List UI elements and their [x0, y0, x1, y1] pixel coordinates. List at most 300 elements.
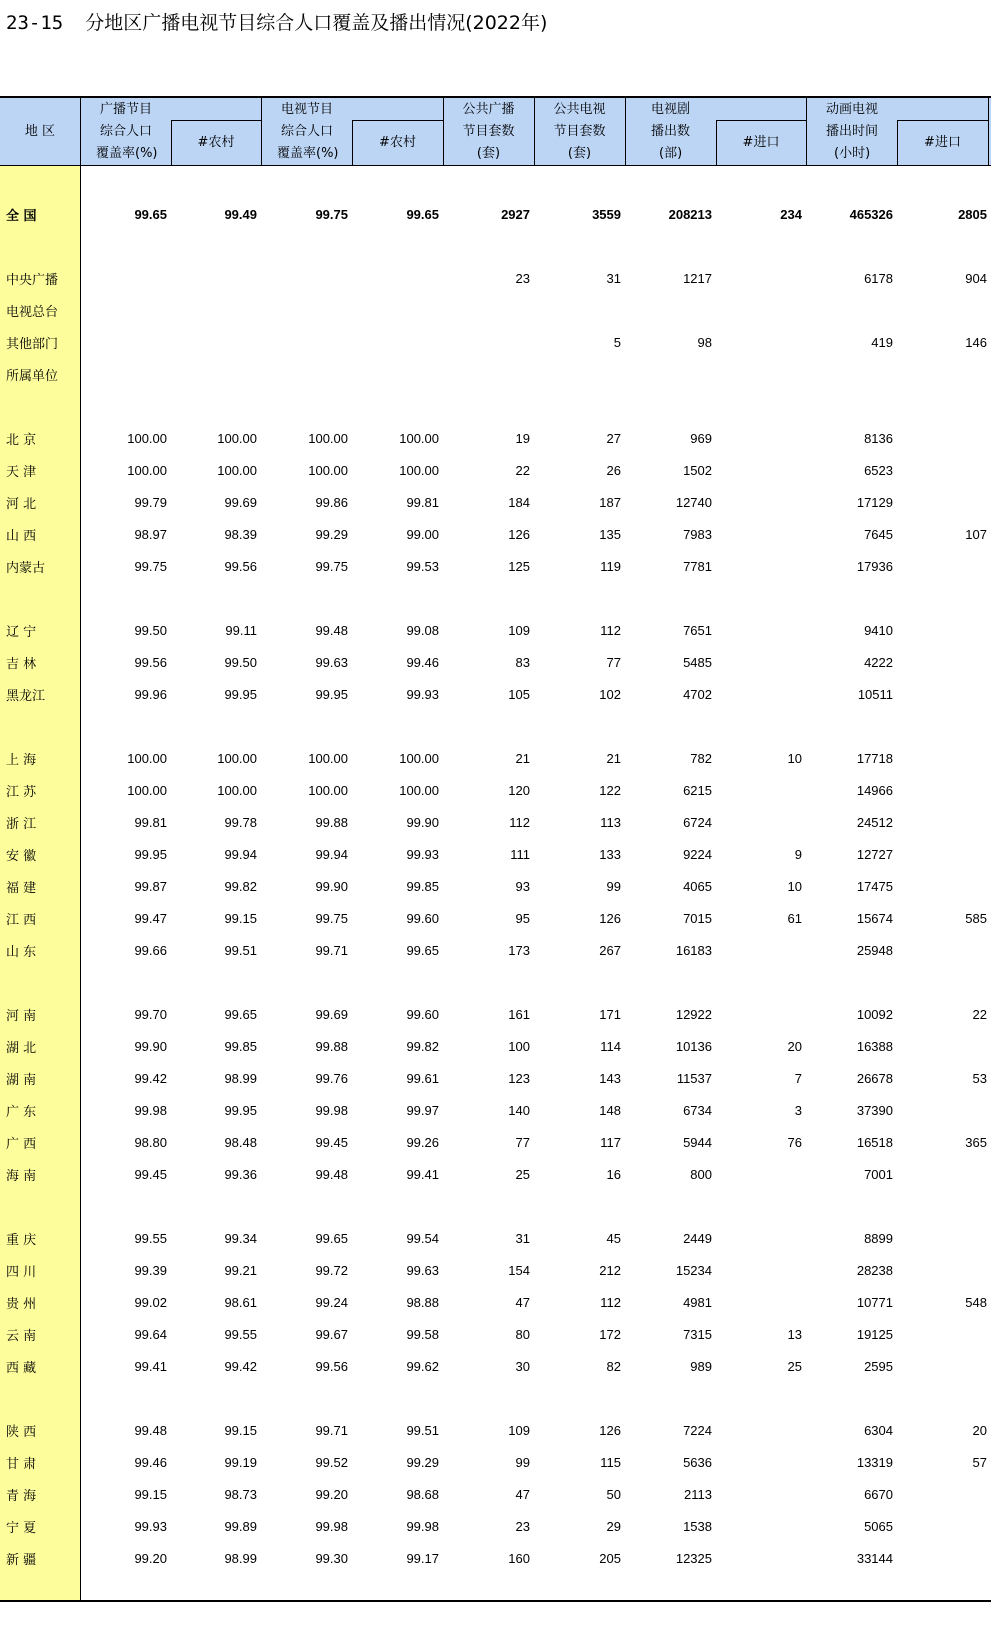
value-cell: 93 [515, 878, 530, 894]
value-cell: 98.97 [134, 526, 167, 542]
value-cell [716, 678, 806, 710]
value-cell: 184 [508, 494, 530, 510]
value-cell: 99.66 [134, 942, 167, 958]
value-cell: 99.95 [315, 686, 348, 702]
region-cell: 黑龙江 [6, 688, 46, 704]
header-public-radio-line3: (套) [476, 146, 501, 161]
value-cell: 99.52 [315, 1454, 348, 1470]
value-cell: 100.00 [127, 462, 167, 478]
value-cell: 99.56 [134, 654, 167, 670]
header-tv-line2: 综合人口 [281, 124, 334, 139]
value-cell: 2113 [684, 1486, 712, 1502]
value-cell: 99.55 [134, 1230, 167, 1246]
value-cell: 171 [599, 1006, 621, 1022]
value-cell: 99.78 [224, 814, 257, 830]
table-row [0, 1350, 991, 1382]
region-cell: 辽 宁 [6, 624, 37, 640]
value-cell: 6734 [683, 1102, 712, 1118]
data-table [0, 166, 991, 1574]
region-cell: 全 国 [6, 208, 37, 224]
value-cell: 10092 [856, 1006, 893, 1022]
value-cell [716, 1286, 806, 1318]
value-cell: 99.71 [315, 1422, 348, 1438]
value-cell: 20 [972, 1422, 987, 1438]
value-cell [897, 838, 991, 870]
value-cell [716, 262, 806, 294]
value-cell: 99.64 [134, 1326, 167, 1342]
value-cell [897, 646, 991, 678]
region-cell: 福 建 [6, 880, 37, 896]
value-cell [625, 358, 716, 390]
value-cell: 15674 [856, 910, 893, 926]
value-cell: 16518 [856, 1134, 893, 1150]
value-cell: 29 [606, 1518, 621, 1534]
table-row [0, 1222, 991, 1254]
value-cell: 2595 [864, 1358, 893, 1374]
value-cell [897, 358, 991, 390]
value-cell: 112 [509, 814, 530, 830]
value-cell [897, 774, 991, 806]
table-row [0, 1254, 991, 1286]
value-cell: 117 [600, 1134, 621, 1150]
value-cell: 33144 [856, 1550, 893, 1566]
value-cell: 99.60 [406, 1006, 439, 1022]
value-cell: 126 [599, 1422, 621, 1438]
value-cell: 99.46 [134, 1454, 167, 1470]
value-cell: 1538 [683, 1518, 712, 1534]
spacer-row [0, 1382, 991, 1414]
value-cell: 98 [697, 334, 712, 350]
value-cell: 21 [515, 750, 530, 766]
value-cell: 13 [787, 1326, 802, 1342]
value-cell: 99.79 [134, 494, 167, 510]
table-row [0, 486, 991, 518]
value-cell: 99.24 [315, 1294, 348, 1310]
region-cell: 其他部门 [6, 336, 59, 352]
region-cell: 电视总台 [6, 304, 59, 320]
value-cell: 37390 [856, 1102, 893, 1118]
header-public-tv-line1: 公共电视 [553, 102, 606, 117]
value-cell: 10 [787, 878, 802, 894]
value-cell: 99.50 [134, 622, 167, 638]
value-cell: 99.08 [406, 622, 439, 638]
value-cell [897, 678, 991, 710]
value-cell: 15234 [675, 1262, 712, 1278]
value-cell: 98.68 [406, 1486, 439, 1502]
value-cell: 22 [972, 1006, 987, 1022]
region-cell: 宁 夏 [6, 1520, 37, 1536]
value-cell: 173 [508, 942, 530, 958]
value-cell: 99.41 [134, 1358, 167, 1374]
value-cell: 23 [515, 1518, 530, 1534]
table-row [0, 1158, 991, 1190]
value-cell: 13319 [856, 1454, 893, 1470]
value-cell [897, 614, 991, 646]
table-row [0, 1414, 991, 1446]
value-cell: 99.34 [224, 1230, 257, 1246]
page-title [6, 8, 547, 35]
value-cell: 99.86 [315, 494, 348, 510]
value-cell: 465326 [849, 206, 893, 222]
table-row [0, 614, 991, 646]
value-cell: 99.55 [224, 1326, 257, 1342]
region-cell: 内蒙古 [6, 560, 46, 576]
value-cell: 12325 [675, 1550, 712, 1566]
spacer-row [0, 230, 991, 262]
value-cell [897, 1030, 991, 1062]
value-cell [80, 294, 171, 326]
value-cell: 21 [606, 750, 621, 766]
table-row [0, 934, 991, 966]
value-cell: 99.02 [134, 1294, 167, 1310]
value-cell [352, 294, 443, 326]
value-cell [625, 294, 716, 326]
value-cell: 113 [600, 814, 621, 830]
value-cell: 114 [600, 1038, 621, 1054]
value-cell [716, 1446, 806, 1478]
value-cell: 1502 [683, 462, 712, 478]
value-cell: 205 [599, 1550, 621, 1566]
region-cell: 甘 肃 [6, 1456, 37, 1472]
value-cell: 100.00 [399, 750, 439, 766]
value-cell [716, 294, 806, 326]
value-cell: 4981 [683, 1294, 712, 1310]
value-cell [897, 422, 991, 454]
value-cell: 11537 [676, 1070, 712, 1086]
header-drama-line1: 电视剧 [651, 102, 691, 117]
value-cell: 10771 [856, 1294, 893, 1310]
value-cell: 99.95 [224, 686, 257, 702]
value-cell: 99.94 [315, 846, 348, 862]
value-cell: 99.98 [315, 1518, 348, 1534]
value-cell: 107 [965, 526, 987, 542]
value-cell: 161 [508, 1006, 530, 1022]
table-number: 23-15 [6, 12, 64, 34]
value-cell: 99.61 [406, 1070, 439, 1086]
value-cell: 50 [606, 1486, 621, 1502]
table-row [0, 358, 991, 390]
value-cell: 115 [600, 1454, 621, 1470]
value-cell: 25 [515, 1166, 530, 1182]
header-drama-import: #进口 [742, 135, 780, 150]
region-cell: 浙 江 [6, 816, 37, 832]
value-cell: 6670 [864, 1486, 893, 1502]
value-cell: 77 [606, 654, 621, 670]
value-cell: 99.29 [315, 526, 348, 542]
value-cell: 2805 [958, 206, 987, 222]
value-cell: 365 [965, 1134, 987, 1150]
value-cell [716, 646, 806, 678]
header-radio-line1: 广播节目 [100, 102, 153, 117]
value-cell: 99.48 [134, 1422, 167, 1438]
value-cell: 99.82 [406, 1038, 439, 1054]
value-cell: 100.00 [127, 782, 167, 798]
value-cell: 99.48 [315, 1166, 348, 1182]
value-cell [897, 294, 991, 326]
value-cell: 100.00 [399, 782, 439, 798]
value-cell: 6304 [864, 1422, 893, 1438]
value-cell [716, 934, 806, 966]
value-cell: 99.53 [406, 558, 439, 574]
value-cell: 100.00 [399, 430, 439, 446]
value-cell [897, 1350, 991, 1382]
region-cell: 江 西 [6, 912, 37, 928]
value-cell: 99.50 [224, 654, 257, 670]
value-cell [716, 1510, 806, 1542]
region-cell: 西 藏 [6, 1360, 37, 1376]
value-cell: 98.39 [224, 526, 257, 542]
value-cell [897, 934, 991, 966]
value-cell: 99.21 [224, 1262, 257, 1278]
table-row [0, 646, 991, 678]
value-cell: 548 [965, 1294, 987, 1310]
value-cell: 99.70 [134, 1006, 167, 1022]
region-cell: 天 津 [6, 464, 37, 480]
table-row [0, 902, 991, 934]
value-cell: 95 [515, 910, 530, 926]
value-cell: 7015 [683, 910, 712, 926]
value-cell: 23 [515, 270, 530, 286]
value-cell: 100.00 [127, 430, 167, 446]
region-cell: 青 海 [6, 1488, 37, 1504]
region-cell: 湖 北 [6, 1040, 37, 1056]
value-cell: 31 [515, 1230, 530, 1246]
value-cell: 125 [508, 558, 530, 574]
value-cell: 99.65 [406, 206, 439, 222]
value-cell: 47 [515, 1486, 530, 1502]
value-cell: 99.56 [224, 558, 257, 574]
value-cell: 99.81 [406, 494, 439, 510]
region-cell: 广 西 [6, 1136, 37, 1152]
value-cell: 123 [508, 1070, 530, 1086]
region-cell: 中央广播 [6, 272, 59, 288]
table-row [0, 454, 991, 486]
value-cell [806, 294, 897, 326]
value-cell: 119 [600, 558, 621, 574]
value-cell: 25948 [856, 942, 893, 958]
header-animation-line3: (小时) [834, 146, 871, 161]
value-cell: 31 [606, 270, 621, 286]
value-cell: 8899 [864, 1230, 893, 1246]
header-anim-import: #进口 [924, 135, 961, 150]
value-cell: 146 [965, 334, 987, 350]
value-cell [443, 326, 534, 358]
value-cell: 99.54 [406, 1230, 439, 1246]
value-cell: 100.00 [217, 750, 257, 766]
value-cell: 53 [972, 1070, 987, 1086]
value-cell: 109 [508, 622, 530, 638]
value-cell: 99.41 [406, 1166, 439, 1182]
value-cell: 61 [787, 910, 802, 926]
value-cell: 12740 [675, 494, 712, 510]
value-cell [897, 1222, 991, 1254]
value-cell: 172 [599, 1326, 621, 1342]
value-cell: 98.99 [224, 1550, 257, 1566]
header-public-tv-line3: (套) [567, 146, 592, 161]
value-cell: 187 [599, 494, 621, 510]
value-cell: 99.98 [315, 1102, 348, 1118]
value-cell: 9 [794, 846, 802, 862]
spacer-row [0, 710, 991, 742]
value-cell: 100.00 [308, 430, 348, 446]
value-cell [716, 454, 806, 486]
header-radio-rural: #农村 [197, 135, 235, 150]
value-cell: 10 [787, 750, 802, 766]
value-cell: 419 [871, 334, 893, 350]
spacer-row [0, 390, 991, 422]
value-cell [261, 262, 352, 294]
value-cell [716, 1478, 806, 1510]
value-cell: 99.58 [406, 1326, 439, 1342]
value-cell: 100.00 [308, 750, 348, 766]
value-cell: 154 [508, 1262, 530, 1278]
value-cell [171, 262, 261, 294]
value-cell: 2449 [683, 1230, 712, 1246]
value-cell: 5944 [683, 1134, 712, 1150]
value-cell: 10511 [857, 686, 893, 702]
value-cell [897, 486, 991, 518]
value-cell: 30 [515, 1358, 530, 1374]
value-cell: 26 [606, 462, 621, 478]
value-cell: 7 [794, 1070, 802, 1086]
value-cell: 26678 [856, 1070, 893, 1086]
value-cell [897, 1318, 991, 1350]
header-radio-line2: 综合人口 [100, 124, 153, 139]
value-cell: 16388 [856, 1038, 893, 1054]
value-cell: 7224 [683, 1422, 712, 1438]
value-cell: 99.65 [315, 1230, 348, 1246]
value-cell: 208213 [668, 206, 712, 222]
region-cell: 安 徽 [6, 848, 37, 864]
table-row [0, 550, 991, 582]
table-row [0, 1094, 991, 1126]
region-cell: 四 川 [6, 1264, 37, 1280]
table-row [0, 1286, 991, 1318]
region-cell: 广 东 [6, 1104, 37, 1120]
value-cell: 105 [508, 686, 530, 702]
value-cell: 83 [515, 654, 530, 670]
value-cell [261, 358, 352, 390]
value-cell: 45 [606, 1230, 621, 1246]
value-cell [261, 294, 352, 326]
value-cell [443, 294, 534, 326]
value-cell: 99.93 [406, 846, 439, 862]
value-cell [443, 358, 534, 390]
value-cell [897, 806, 991, 838]
value-cell: 99.88 [315, 1038, 348, 1054]
value-cell: 100.00 [399, 462, 439, 478]
value-cell [716, 614, 806, 646]
value-cell: 99.49 [224, 206, 257, 222]
header-public-tv-line2: 节目套数 [553, 124, 606, 139]
value-cell: 99.76 [315, 1070, 348, 1086]
table-header [0, 98, 991, 166]
value-cell: 140 [508, 1102, 530, 1118]
value-cell: 99.98 [406, 1518, 439, 1534]
value-cell: 99.15 [224, 910, 257, 926]
value-cell: 8136 [864, 430, 893, 446]
value-cell: 148 [599, 1102, 621, 1118]
value-cell: 5065 [864, 1518, 893, 1534]
value-cell [897, 1542, 991, 1574]
value-cell: 99.20 [134, 1550, 167, 1566]
table-row [0, 1510, 991, 1542]
value-cell: 99.75 [315, 558, 348, 574]
value-cell: 111 [510, 846, 530, 862]
value-cell: 133 [599, 846, 621, 862]
total-row [0, 198, 991, 230]
value-cell: 99.96 [134, 686, 167, 702]
value-cell: 1217 [683, 270, 712, 286]
region-cell: 新 疆 [6, 1552, 37, 1568]
value-cell [716, 518, 806, 550]
table-row [0, 422, 991, 454]
value-cell: 99.89 [224, 1518, 257, 1534]
value-cell [897, 550, 991, 582]
value-cell: 99.11 [225, 622, 257, 638]
table-row [0, 1318, 991, 1350]
value-cell [716, 326, 806, 358]
value-cell: 99.15 [224, 1422, 257, 1438]
value-cell: 6178 [864, 270, 893, 286]
header-tv-rural: #农村 [379, 135, 416, 150]
value-cell: 99 [606, 878, 621, 894]
value-cell [897, 870, 991, 902]
value-cell: 135 [599, 526, 621, 542]
value-cell: 99.00 [406, 526, 439, 542]
value-cell [534, 358, 625, 390]
value-cell: 99.30 [315, 1550, 348, 1566]
value-cell: 99.75 [315, 910, 348, 926]
region-cell: 河 北 [6, 496, 37, 512]
value-cell: 99.93 [134, 1518, 167, 1534]
region-cell: 所属单位 [6, 368, 59, 384]
value-cell: 99.51 [406, 1422, 439, 1438]
value-cell: 99.97 [406, 1102, 439, 1118]
value-cell [261, 326, 352, 358]
value-cell: 99.85 [224, 1038, 257, 1054]
value-cell: 99.17 [406, 1550, 439, 1566]
value-cell: 99.81 [134, 814, 167, 830]
value-cell: 4702 [683, 686, 712, 702]
value-cell: 99.62 [406, 1358, 439, 1374]
value-cell: 102 [599, 686, 621, 702]
header-tv-line1: 电视节目 [281, 102, 334, 117]
spacer-row [0, 1190, 991, 1222]
value-cell: 99.75 [134, 558, 167, 574]
table-row [0, 1446, 991, 1478]
value-cell: 99.39 [134, 1262, 167, 1278]
value-cell: 19125 [856, 1326, 893, 1342]
table-row [0, 1030, 991, 1062]
value-cell: 112 [600, 1294, 621, 1310]
region-cell: 海 南 [6, 1168, 37, 1184]
value-cell: 7651 [683, 622, 712, 638]
value-cell: 99.65 [134, 206, 167, 222]
value-cell: 99.69 [315, 1006, 348, 1022]
value-cell: 4222 [864, 654, 893, 670]
value-cell: 99.72 [315, 1262, 348, 1278]
region-cell: 北 京 [6, 432, 37, 448]
value-cell [897, 1510, 991, 1542]
value-cell: 782 [690, 750, 712, 766]
value-cell: 109 [508, 1422, 530, 1438]
value-cell [716, 358, 806, 390]
value-cell: 98.48 [224, 1134, 257, 1150]
value-cell: 98.88 [406, 1294, 439, 1310]
value-cell: 99 [515, 1454, 530, 1470]
value-cell: 6724 [683, 814, 712, 830]
